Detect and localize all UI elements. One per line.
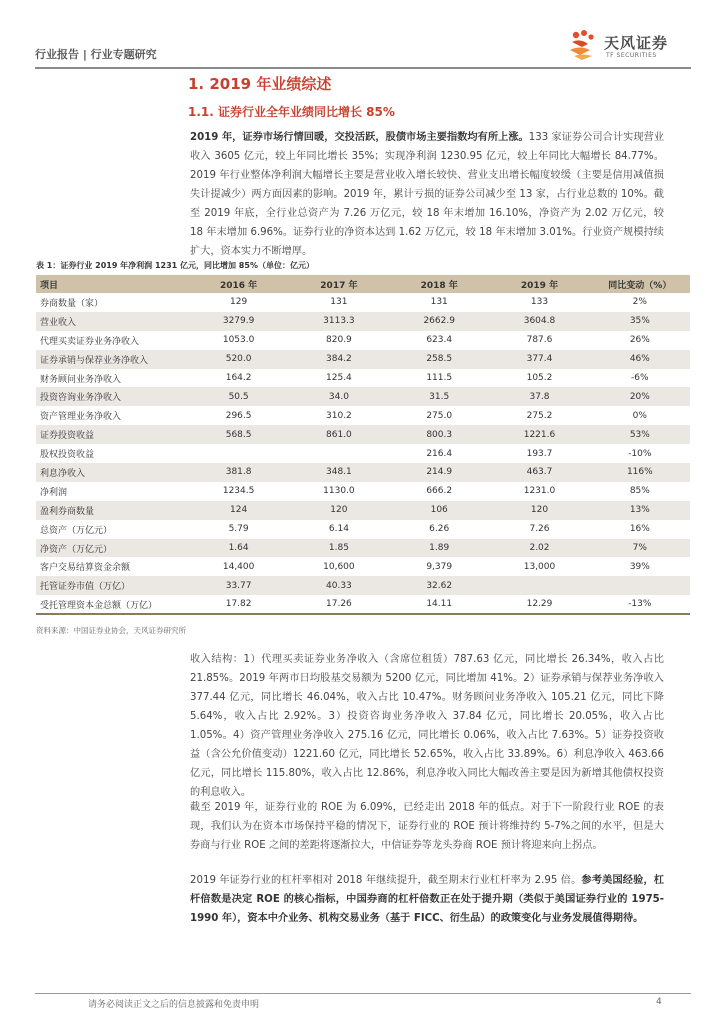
- table-cell: 资产管理业务净收入: [40, 412, 122, 423]
- table-cell: 39%: [629, 561, 650, 572]
- table-cell: 0%: [632, 410, 647, 421]
- table-row: [36, 482, 690, 501]
- table-cell: [489, 576, 589, 595]
- table-cell: 463.7: [489, 463, 589, 482]
- table-cell: 12.29: [526, 599, 553, 610]
- table-cell: 股权投资收益: [40, 450, 95, 461]
- table-cell: 384.2: [289, 350, 389, 369]
- table-row: [36, 312, 690, 331]
- table-cell: 377.4: [489, 350, 589, 369]
- table-cell: 7.26: [529, 524, 550, 535]
- table-cell: 16%: [629, 524, 650, 535]
- table-cell: 盈利券商数量: [36, 501, 188, 520]
- table-cell: 1130.0: [323, 486, 355, 497]
- table-cell: 861.0: [289, 425, 389, 444]
- table-cell: 275.2: [526, 410, 553, 421]
- table-cell: 3604.8: [489, 312, 589, 331]
- table-cell: 净利润: [40, 487, 68, 498]
- table-cell: 17.26: [326, 599, 352, 610]
- table-cell: 623.4: [426, 335, 453, 346]
- table-cell: 1.85: [289, 539, 389, 558]
- table-header-cell: 2017 年: [289, 275, 389, 293]
- table-cell: 46%: [590, 350, 690, 369]
- paragraph-overview-body: 133 家证券公司合计实现营业收入 3605 亿元，较上年同比增长 35%；实现净利润 1230.95 亿元，较上年同比大幅增长 84.77%。2019 年行业整体净利润大幅增长主要是营业收入增长较快、营业支出增长幅度较缓（主要是信用减值损失计提减少）两方面因素的影响。2019 年，累计亏损的证券公司减少至 13 家，占行业总数的 10%。截至 2019 年底，全行业总资产为 7.26 万亿元，较 18 年末增加 16.10%，净资产为 2.02 万亿元，较 18 年末增加 6.96%。证券行业的净资本达到 1.62 万亿元，较 18 年末增加 3.01%。行业资产规模持续扩大，资本实力不断增厚。: [190, 132, 664, 257]
- table-cell: 120: [489, 501, 589, 520]
- table-cell: 111.5: [426, 373, 453, 383]
- table-cell: 800.3: [389, 425, 489, 444]
- paragraph-roe: 截至 2019 年，证券行业的 ROE 为 6.09%，已经走出 2018 年的低点。对于下一阶段行业 ROE 的表现，我们认为在资本市场保持平稳的情况下，证券行业的 ROE 预计将维持约 5-7%之间的水平，但是大券商与行业 ROE 之间的差距将逐渐拉大，中信证券等龙头券商 ROE 预计将迎来向上拐点。: [190, 802, 664, 851]
- table-cell: 125.4: [326, 373, 352, 383]
- table-row: [36, 425, 690, 444]
- table-cell: 客户交易结算资金余额: [40, 563, 131, 574]
- footer-divider: [35, 993, 691, 994]
- table-cell: 37.8: [489, 387, 589, 406]
- table-cell: 34.0: [289, 387, 389, 406]
- table-cell: 14.11: [426, 599, 453, 610]
- logo-subtitle: TF SECURITIES: [606, 52, 657, 59]
- table-cell: 1.89: [389, 539, 489, 558]
- table-cell: 214.9: [389, 463, 489, 482]
- logo-name: 天风证券: [604, 34, 669, 52]
- table-cell: 投资咨询业务净收入: [36, 387, 188, 406]
- table-cell: 14,400: [222, 561, 255, 572]
- table-cell: 216.4: [426, 448, 453, 459]
- table-cell: 31.5: [389, 387, 489, 406]
- table-cell: 1053.0: [222, 335, 255, 346]
- paragraph-revenue-structure: 收入结构：1）代理买卖证券业务净收入（含席位租赁）787.63 亿元，同比增长 26.34%，收入占比 21.85%。2019 年两市日均股基交易额为 5200 亿元，同比增加 41%。2）证券承销与保荐业务净收入 377.44 亿元，同比增长 46.04%，收入占比 10.47%。财务顾问业务净收入 105.21 亿元，同比下降 5.64%，收入占比 2.92%。3）投资咨询业务净收入 37.84 亿元，同比增长 20.05%，收入占比 1.05%。4）资产管理业务净收入 275.16 亿元，同比增长 0.06%，收入占比 7.63%。5）证券投资收益（含公允价值变动）1221.60 亿元，同比增长 52.65%，收入占比 33.89%。6）利息净收入 463.66 亿元，同比增长 115.80%，收入占比 12.86%，利息净收入同比大幅改善主要是因为新增其他债权投资的利息收入。: [190, 654, 664, 798]
- table-cell: 164.2: [225, 373, 252, 383]
- table-cell: 35%: [590, 312, 690, 331]
- section-title: 1. 2019 年业绩综述: [188, 75, 332, 93]
- table-cell: 营业收入: [36, 312, 188, 331]
- breadcrumb: 行业报告 | 行业专题研究: [35, 48, 157, 61]
- table-cell: [289, 444, 389, 463]
- table-cell: [590, 576, 690, 595]
- table-cell: 7%: [590, 539, 690, 558]
- table-cell: 1221.6: [489, 425, 589, 444]
- table-header-row: [36, 275, 690, 293]
- table-cell: 310.2: [326, 410, 352, 421]
- paragraph-leverage-bold: 参考美国经验，杠杆倍数是决定 ROE 的核心指标，中国券商的杠杆倍数正在处于提升期（类似于美国证券行业的 1975-1990 年），资本中介业务、机构交易业务（基于 FICC、衍生品）的政策变化与业务发展值得期待。: [190, 875, 665, 924]
- table-cell: 券商数量（家）: [40, 298, 104, 309]
- paragraph-overview-lead: 2019 年，证券市场行情回暖，交投活跃，股债市场主要指数均有所上涨。: [190, 132, 529, 143]
- table-cell: 代理买卖证券业务净收入: [40, 336, 140, 347]
- table-row: [36, 444, 690, 463]
- table-cell: 净资产（万亿元）: [36, 539, 188, 558]
- paragraph-leverage: [190, 871, 664, 928]
- table-row: [36, 520, 690, 539]
- table-row: [36, 293, 690, 312]
- table-cell: 26%: [629, 335, 650, 346]
- table-caption: 表 1：证券行业 2019 年净利润 1231 亿元，同比增加 85%（单位：亿元）: [36, 261, 314, 270]
- table-cell: 124: [188, 501, 288, 520]
- table-cell: 17.82: [225, 599, 252, 610]
- table-cell: -6%: [631, 373, 649, 383]
- table-cell: 666.2: [426, 486, 453, 497]
- table-cell: 193.7: [526, 448, 553, 459]
- table-cell: 40.33: [289, 576, 389, 595]
- logo-mark-icon: [566, 28, 600, 62]
- table-header-cell: 项目: [36, 275, 188, 293]
- table-cell: 348.1: [289, 463, 389, 482]
- table-cell: 6.26: [429, 524, 450, 535]
- table-cell: 1231.0: [523, 486, 556, 497]
- table-cell: 20%: [590, 387, 690, 406]
- table-source-note: 资料来源：中国证券业协会，天风证券研究所: [36, 626, 186, 635]
- table-row: [36, 406, 690, 425]
- table-cell: 利息净收入: [36, 463, 188, 482]
- table-cell: 财务顾问业务净收入: [40, 374, 122, 385]
- table-row: [36, 369, 690, 388]
- table-cell: 2%: [632, 297, 647, 308]
- table-cell: -13%: [628, 599, 652, 610]
- table-cell: 133: [530, 297, 549, 308]
- table-row: [36, 463, 690, 482]
- table-header-cell: 2018 年: [389, 275, 489, 293]
- table-cell: 9,379: [426, 561, 453, 572]
- table-cell: 820.9: [326, 335, 352, 346]
- table-cell: 托管证券市值（万亿）: [36, 576, 188, 595]
- table-cell: 2662.9: [389, 312, 489, 331]
- table-cell: 32.62: [389, 576, 489, 595]
- table-cell: 116%: [590, 463, 690, 482]
- table-cell: 105.2: [526, 373, 553, 383]
- table-cell: 3279.9: [188, 312, 288, 331]
- table-header-cell: 2016 年: [188, 275, 288, 293]
- table-row: [36, 350, 690, 369]
- table-cell: 296.5: [225, 410, 252, 421]
- table-cell: 33.77: [188, 576, 288, 595]
- table-cell: 13,000: [523, 561, 556, 572]
- company-logo: [566, 28, 696, 66]
- table-cell: 总资产（万亿元）: [40, 525, 113, 536]
- table-cell: 10,600: [323, 561, 355, 572]
- table-cell: 证券承销与保荐业务净收入: [36, 350, 188, 369]
- table-cell: 520.0: [188, 350, 288, 369]
- table-cell: 53%: [590, 425, 690, 444]
- table-cell: 258.5: [389, 350, 489, 369]
- table-cell: 120: [289, 501, 389, 520]
- data-table: [36, 275, 690, 615]
- table-cell: -10%: [628, 448, 652, 459]
- table-cell: 1.64: [188, 539, 288, 558]
- table-cell: [188, 444, 288, 463]
- table-cell: 131: [330, 297, 348, 308]
- table-cell: 13%: [590, 501, 690, 520]
- paragraph-leverage-plain: 2019 年证券行业的杠杆率相对 2018 年继续提升，截至期末行业杠杆率为 2.95 倍。: [190, 875, 582, 886]
- table-cell: 129: [230, 297, 248, 308]
- table-cell: 85%: [629, 486, 650, 497]
- table-cell: 3113.3: [289, 312, 389, 331]
- table-row: [36, 595, 690, 614]
- header-divider: [35, 67, 691, 69]
- page-number: 4: [656, 997, 662, 1007]
- table-cell: 2.02: [489, 539, 589, 558]
- table-cell: 787.6: [526, 335, 553, 346]
- table-cell: 1234.5: [222, 486, 255, 497]
- paragraph-overview: [190, 128, 664, 261]
- table-cell: 131: [430, 297, 448, 308]
- table-row: [36, 501, 690, 520]
- table-header-cell: 2019 年: [489, 275, 589, 293]
- subsection-title: 1.1. 证券行业全年业绩同比增长 85%: [188, 105, 395, 119]
- footer-disclaimer: 请务必阅读正文之后的信息披露和免责申明: [88, 1000, 260, 1010]
- table-cell: 50.5: [188, 387, 288, 406]
- table-cell: 275.0: [426, 410, 453, 421]
- table-cell: 381.8: [188, 463, 288, 482]
- table-cell: 568.5: [188, 425, 288, 444]
- table-row: [36, 539, 690, 558]
- table-cell: 6.14: [328, 524, 349, 535]
- table-row: [36, 557, 690, 576]
- table-cell: 5.79: [228, 524, 249, 535]
- table-cell: 证券投资收益: [36, 425, 188, 444]
- table-row: [36, 576, 690, 595]
- table-row: [36, 331, 690, 350]
- table-cell: 受托管理资本金总额（万亿）: [40, 600, 158, 611]
- table-header-cell: 同比变动（%）: [590, 275, 690, 293]
- table-row: [36, 387, 690, 406]
- table-cell: 106: [389, 501, 489, 520]
